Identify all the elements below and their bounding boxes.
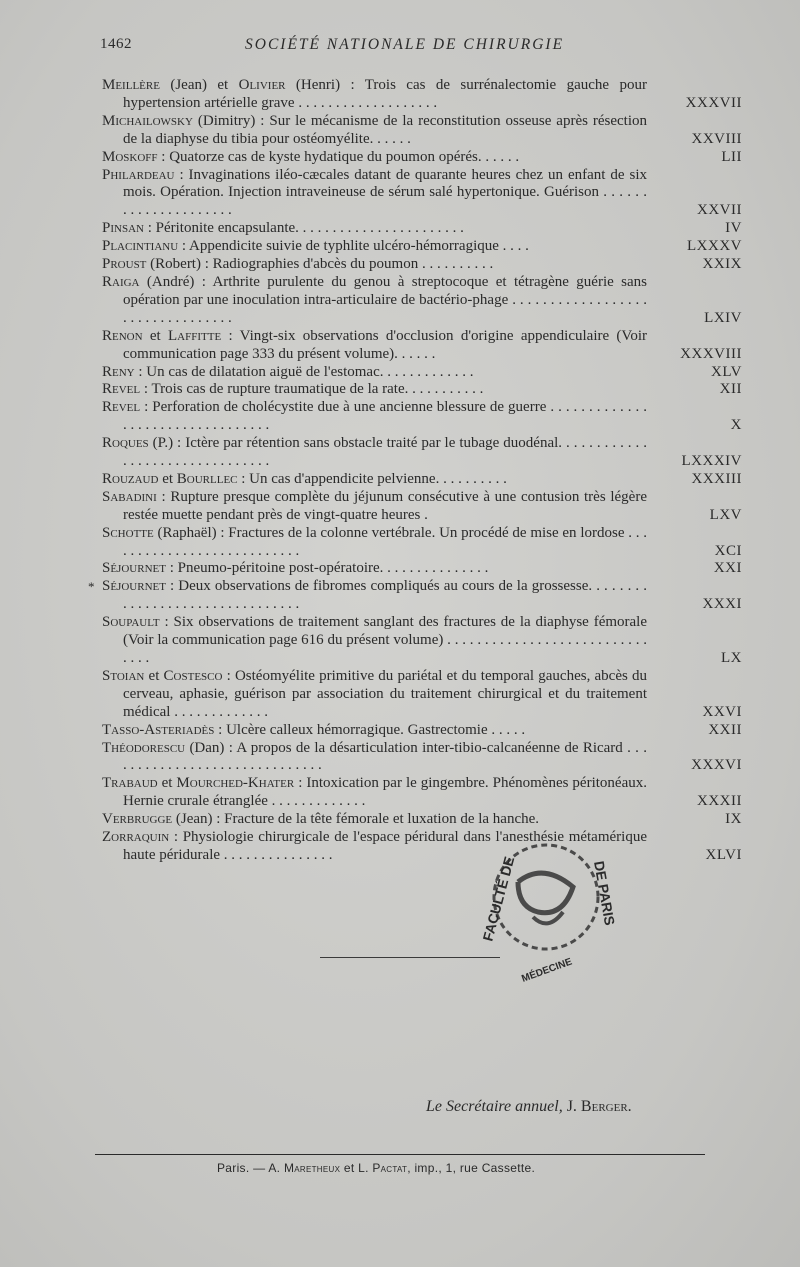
entry-reference: XXXII (697, 793, 742, 810)
entry-reference: XXXVII (685, 94, 742, 111)
author-name: Philardeau (102, 166, 175, 183)
entry-title: (P.) : Ictère par rétention sans obstacle traité par le tubage duodénal. . . . . . . . . . . . . . . . . . . . . . . . . . . . . . . . (123, 435, 647, 470)
entry-title: : Quatorze cas de kyste hydatique du poumon opérés. . . . . . (157, 148, 520, 165)
author-name: Michailowsky (102, 112, 193, 129)
entry-text (102, 489, 647, 525)
stamp-text-bottom: MÉDECINE (520, 956, 574, 985)
coauthor-name: Olivier (238, 77, 286, 93)
library-stamp (478, 822, 618, 992)
index-entry (102, 238, 742, 256)
entry-title: : Ulcère calleux hémorragique. Gastrectomie . . . . . (214, 721, 526, 738)
entry-title: (Dimitry) : Sur le mécanisme de la reconstitution osseuse après résection de la diaphyse du tibia pour ostéomyélite. . . . . . (123, 112, 647, 147)
index-entry (102, 274, 742, 328)
index-entry (102, 740, 742, 776)
entry-reference: XXIX (702, 256, 742, 273)
entry-reference: LX (721, 650, 742, 666)
entry-text (102, 399, 647, 435)
index-entry (102, 381, 742, 399)
entry-text (102, 775, 647, 811)
index-entry (102, 829, 742, 865)
printer-mid: et L. (340, 1161, 373, 1175)
entry-marker: * (88, 579, 95, 595)
footer-rule (95, 1154, 705, 1155)
index-entry (102, 722, 742, 740)
entry-reference: XCI (714, 542, 742, 559)
entry-title: : Un cas de dilatation aiguë de l'estomac. . . . . . . . . . . . . (134, 363, 474, 380)
entry-text (102, 364, 647, 382)
author-name: Meillère (102, 77, 160, 93)
entry-reference: XXVIII (691, 130, 742, 147)
index-entry (102, 113, 742, 149)
entry-text (102, 256, 647, 274)
index-entry (88, 578, 742, 614)
entry-text (102, 113, 647, 149)
index-entry (102, 328, 742, 364)
author-name: Raiga (102, 273, 140, 290)
author-name: Séjournet (102, 578, 166, 595)
index-entry (102, 489, 742, 525)
author-name: Reny (102, 363, 135, 380)
entry-reference: XLV (711, 363, 742, 380)
signature-name: J. Berger. (566, 1098, 632, 1115)
entry-text (102, 274, 647, 328)
index-entry (102, 167, 742, 221)
printer-address: , imp., 1, rue Cassette. (407, 1161, 536, 1175)
index-entries (88, 77, 742, 865)
coauthor-name: Costesco (163, 667, 223, 684)
entry-text (102, 220, 647, 238)
author-name: Renon (102, 327, 143, 344)
entry-text (102, 740, 647, 776)
index-entry (102, 775, 742, 811)
entry-reference: X (730, 417, 742, 434)
author-name: Stoian (102, 667, 145, 684)
entry-title: : Invaginations iléo-cæcales datant de quarante heures chez un enfant de six mois. Opération. Injection intraveineuse de sérum salé hypertonique. Guérison . . . . . . . . . . . . . . . . . . . . . (123, 166, 647, 219)
entry-title: : Péritonite encapsulante. . . . . . . . . . . . . . . . . . . . . . . (143, 220, 464, 237)
entry-title: : Physiologie chirurgicale de l'espace péridural dans l'anesthésie métamérique haute péridurale . . . . . . . . . . . . . . . (123, 829, 647, 863)
entry-title: et (142, 327, 168, 344)
index-entry (102, 149, 742, 167)
entry-text (102, 560, 647, 578)
author-name: Zorraquin (102, 829, 170, 846)
entry-title: (Jean) et (159, 77, 239, 93)
entry-title: et (157, 775, 177, 792)
index-entry (102, 77, 742, 113)
entry-title-cont: : Un cas d'appendicite pelvienne. . . . . . . . . . (237, 470, 507, 487)
printer-line (217, 1161, 535, 1175)
entry-reference: LXIV (704, 309, 742, 326)
entry-reference: XXXVIII (680, 345, 742, 362)
signature-title: Le Secrétaire annuel, (426, 1098, 563, 1115)
entry-title: : Rupture presque complète du jéjunum consécutive à une contusion très légère restée muette pendant près de vingt-quatre heures . (123, 488, 647, 523)
entry-title: et (158, 470, 177, 487)
entry-title: (Robert) : Radiographies d'abcès du poumon . . . . . . . . . . (146, 256, 494, 273)
entry-reference: XXXVI (691, 757, 742, 774)
page-header (100, 36, 660, 58)
stamp-text-left: FACULTÉ DE (479, 854, 518, 943)
author-name: Placintianu (102, 238, 179, 255)
entry-title: : Deux observations de fibromes compliqués au cours de la grossesse. . . . . . . . . . . . . . . . . . . . . . . . . . . . . . . . (123, 578, 647, 613)
author-name: Théodorescu (102, 739, 186, 756)
author-name: Verbrugge (102, 811, 173, 828)
entry-reference: LII (721, 148, 742, 165)
entry-reference: XXII (708, 721, 742, 738)
entry-title: : Appendicite suivie de typhlite ulcéro-hémorragique . . . . (178, 238, 529, 255)
entry-title: : Trois cas de rupture traumatique de la rate. . . . . . . . . . . (140, 381, 484, 398)
entry-text (102, 328, 647, 364)
index-entry (102, 256, 742, 274)
index-entry (102, 560, 742, 578)
entry-title: (Jean) : Fracture de la tête fémorale et luxation de la hanche. (172, 811, 540, 828)
author-name: Sabadini (102, 488, 157, 505)
entry-title: (Raphaël) : Fractures de la colonne vertébrale. Un procédé de mise en lordose . . . . . . . . . . . . . . . . . . . . . . . . . . . (123, 524, 647, 559)
signature (426, 1098, 632, 1116)
entry-text (102, 435, 647, 471)
author-name: Rouzaud (102, 470, 159, 487)
entry-reference: XXXI (702, 596, 742, 613)
entry-text (102, 471, 647, 489)
entry-reference: XII (719, 381, 742, 398)
coauthor-name: Bourllec (176, 470, 238, 487)
author-name: Séjournet (102, 560, 166, 577)
index-entry (102, 811, 742, 829)
entry-title: (Dan) : A propos de la désarticulation inter-tibio-calcanéenne de Ricard . . . . . . . . . . . . . . . . . . . . . . . . . . . . . . (123, 739, 647, 774)
entry-text (102, 614, 647, 668)
stamp-text-right: DE PARIS (591, 859, 618, 927)
author-name: Revel (102, 399, 141, 416)
running-head: SOCIÉTÉ NATIONALE DE CHIRURGIE (245, 36, 565, 53)
entry-text (102, 722, 647, 740)
entry-title: : Pneumo-péritoine post-opératoire. . . . . . . . . . . . . . . (165, 560, 489, 577)
index-entry (102, 435, 742, 471)
entry-title: et (144, 667, 164, 684)
entry-text (102, 578, 647, 614)
printer-name-1: Maretheux (283, 1161, 341, 1175)
entry-title: : Perforation de cholécystite due à une ancienne blessure de guerre . . . . . . . . . . . . . . . . . . . . . . . . . . . . . . . . . (123, 399, 647, 434)
entry-title-cont: : Intoxication par le gingembre. Phénomènes péritonéaux. Hernie crurale étranglée . . . . . . . . . . . . . (123, 775, 647, 810)
entry-reference: XXI (713, 560, 742, 577)
coauthor-name: Mourched-Khater (176, 775, 295, 792)
index-entry (102, 668, 742, 722)
entry-text (102, 167, 647, 221)
author-name: Moskoff (102, 148, 158, 165)
entry-text (102, 381, 647, 399)
page-number: 1462 (100, 36, 132, 52)
author-name: Soupault (102, 614, 160, 631)
entry-title-cont: : Ostéomyélite primitive du pariétal et du temporal gauches, abcès du cerveau, aphasie, guérison par association du traitement chirurgical et du traitement médical . . . . . . . . . . . . . (123, 667, 648, 720)
entry-text (102, 149, 647, 167)
coauthor-name: Laffitte (168, 327, 222, 344)
entry-title-cont: : Vingt-six observations d'occlusion d'origine appendiculaire (Voir communication page 333 du présent volume). . . . . . (123, 327, 647, 362)
entry-reference: IV (725, 220, 742, 237)
entry-title-cont: (Henri) : Trois cas de surrénalectomie gauche pour hypertension artérielle grave . . . . . . . . . . . . . . . . . . . (123, 77, 647, 111)
author-name: Tasso-Asteriadès (102, 721, 215, 738)
entry-reference: XXXIII (691, 470, 742, 487)
separator-rule (320, 957, 500, 958)
entry-reference: XLVI (705, 846, 742, 863)
entry-text (102, 668, 647, 722)
author-name: Pinsan (102, 220, 144, 237)
entry-text (102, 77, 647, 113)
printer-name-2: Pactat (372, 1161, 408, 1175)
printer-city: Paris. — A. (217, 1161, 284, 1175)
author-name: Revel (102, 381, 141, 398)
author-name: Proust (102, 256, 147, 273)
index-entry (102, 614, 742, 668)
index-entry (102, 471, 742, 489)
index-entry (102, 399, 742, 435)
author-name: Trabaud (102, 775, 158, 792)
entry-title: : Six observations de traitement sanglant des fractures de la diaphyse fémorale (Voir la communication page 616 du présent volume) . . . . . . . . . . . . . . . . . . . . . . . . . . . . . . . (123, 614, 647, 666)
entry-reference: XXVI (702, 703, 742, 720)
entry-text (102, 238, 647, 256)
entry-reference: LXV (709, 506, 742, 523)
author-name: Roques (102, 435, 149, 452)
entry-reference: LXXXV (687, 238, 742, 255)
index-entry (102, 220, 742, 238)
entry-reference: XXVII (697, 202, 742, 219)
entry-reference: IX (725, 811, 742, 828)
author-name: Schotte (102, 524, 154, 541)
entry-title: (André) : Arthrite purulente du genou à streptocoque et tétragène guérie sans opération par une inoculation intra-articulaire de bactério-phage . . . . . . . . . . . . . . . . . . . . . . . . . . . . . . . . . (123, 273, 647, 326)
entry-text (102, 525, 647, 561)
index-entry (102, 525, 742, 561)
entry-reference: LXXXIV (681, 453, 742, 470)
index-entry (102, 364, 742, 382)
